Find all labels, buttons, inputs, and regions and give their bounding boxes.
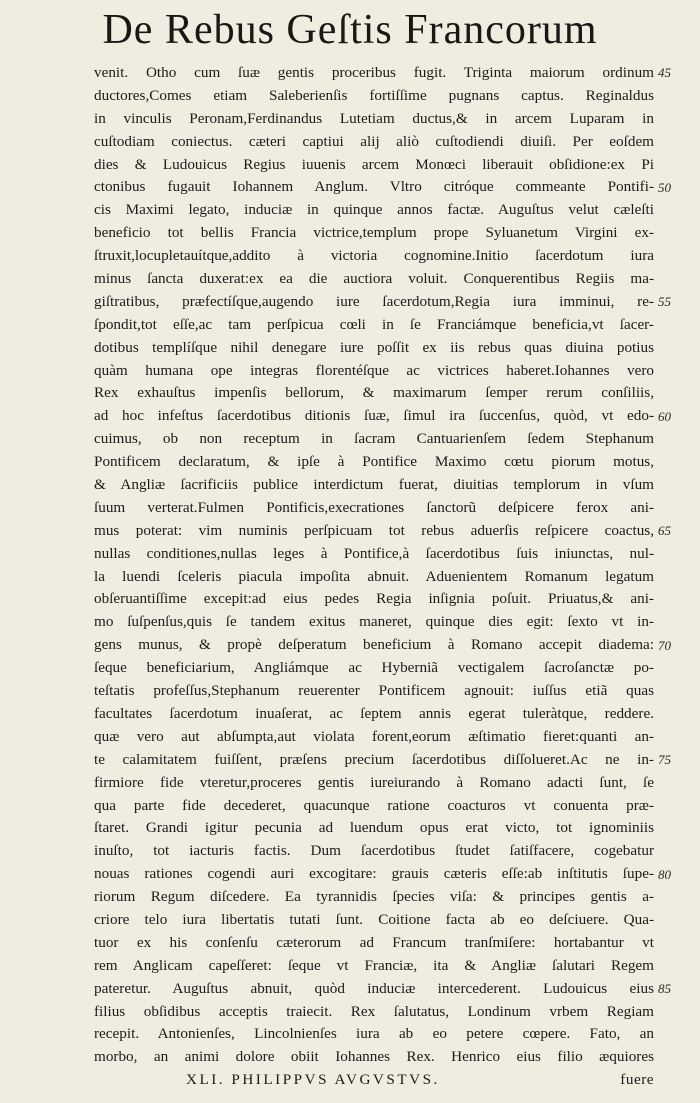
footer-line	[94, 1069, 654, 1092]
running-chapter-title: XLI. PHILIPPVS AVGVSTVS.	[186, 1071, 440, 1089]
text-line: ſpondit,tot eſſe,ac tam perſpicua cœli in ſe Franciámque beneficia,vt ſacer-	[94, 315, 654, 333]
text-line: beneficio tot bellis Francia victrice,templum prope Syluanetum Virgini ex-	[94, 224, 654, 242]
text-line: morbo, an animi dolore obiit Iohannes Rex. Henrico eius filio æquiores	[94, 1048, 654, 1066]
text-line: facultates ſacerdotum inuaſerat, ac ſeptem annis egerat tuleràtque, reddere.	[94, 704, 654, 722]
text-line: nouas rationes cogendi auri excogitare: grauis cæteris eſſe:ab inſtitutis ſupe-	[94, 865, 654, 883]
body-text	[94, 62, 654, 1092]
text-line: venit. Otho cum ſuæ gentis proceribus fugit. Triginta maiorum ordinum	[94, 64, 654, 81]
margin-line-number: 55	[658, 294, 671, 309]
text-line: te calamitatem fuiſſent, præſens precium ſacerdotibus diſſolueret.Ac ne in-	[94, 750, 654, 768]
margin-line-number: 80	[658, 866, 671, 882]
text-line: recepit. Antonienſes, Lincolnienſes iura ab eo petere cœpere. Fato, an	[94, 1025, 654, 1043]
text-line: rem Anglicam capeſſeret: ſeque vt Franciæ, ita & Angliæ ſalutari Regem	[94, 956, 654, 974]
text-line: pateretur. Auguſtus abnuit, quòd induciæ intercederent. Ludouicus eius	[94, 979, 654, 997]
text-line: dies & Ludouicus Regius iuuenis arcem Monœci liberauit obſidione:ex Pi	[94, 155, 654, 173]
text-line: riorum Regum diſcedere. Ea tyrannidis ſpecies viſa: & principes gentis a-	[94, 888, 654, 906]
text-line: giſtratibus, præfectíſque,augendo iure ſacerdotum,Regia iura imminui, re-	[94, 292, 654, 310]
text-line: qua parte fide decederet, quacunque ratione coacturos vt conuenta præ-	[94, 796, 654, 814]
margin-line-number: 85	[658, 981, 671, 996]
text-line: ſeque beneficiarium, Angliámque ac Hyberniã vectigalem ſacroſanctæ po-	[94, 659, 654, 677]
text-line: dotibus templíſque nihil denegare iure poſſit ex iis rebus quas diuina potius	[94, 338, 654, 356]
text-line: & Angliæ ſacrificiis publice interdictum fuerat, diuitias templorum in vſum	[94, 476, 654, 494]
text-line: la luendi ſceleris piacula impoſita abnuit. Aduenientem Romanum legatum	[94, 567, 654, 585]
text-line: ctonibus fugauit Iohannem Anglum. Vltro citróque commeante Pontifi-	[94, 178, 654, 196]
text-line: filius obſidibus acceptis traiecit. Rex ſalutatus, Londinum vrbem Regiam	[94, 1002, 654, 1020]
text-line: firmiore fide vteretur,proceres gentis iureiurando à Romano adacti ſunt, ſe	[94, 773, 654, 791]
text-line: tuor ex his conſenſu cæterorum ad Francum tranſmiſere: hortabantur vt	[94, 933, 654, 951]
text-line: in vinculis Peronam,Ferdinandus Lutetiam ductus,& in arcem Luparam in	[94, 109, 654, 127]
catchword: fuere	[620, 1071, 654, 1089]
text-line: quæ vero aut abſumpta,aut violata forent,eorum æſtimatio fieret:quanti an-	[94, 727, 654, 745]
text-line: mus poterat: vim numinis perſpicuam tot rebus aduerſis reſpicere coactus,	[94, 521, 654, 539]
text-line: nullas conditiones,nullas leges à Pontifice,à ſacerdotibus ſuis iniunctas, nul-	[94, 544, 654, 562]
text-line: cuſtodiam coniectus. cæteri captiui alij aliò cuſtodiendi diuiſi. Per eoſdem	[94, 132, 654, 150]
text-line: criore telo iura libertatis tutati ſunt. Coitione facta ab eo deſciuere. Qua-	[94, 910, 654, 928]
margin-line-number: 60	[658, 408, 671, 424]
text-line: ductores,Comes etiam Saleberienſis fortiſſime pugnans captus. Reginaldus	[94, 86, 654, 104]
text-line: minus ſancta duxerat:ex ea die auctiora voluit. Conquerentibus Regiis ma-	[94, 270, 654, 288]
margin-line-number: 70	[658, 637, 671, 653]
text-line: obſeruantiſſime excepit:ad eius pedes Regia inſignia poſuit. Priuatus,& ani-	[94, 590, 654, 608]
text-line: Pontificem declaratum, & ipſe à Pontifice Maximo cœtu piorum motus,	[94, 453, 654, 471]
text-line: gens munus, & propè deſperatum beneficium à Romano accepit diadema:	[94, 636, 654, 654]
text-line: teſtatis profeſſus,Stephanum reuerenter Pontificem agnouit: iuſſus etiã quas	[94, 682, 654, 700]
margin-line-number: 50	[658, 179, 671, 195]
text-line: ſtaret. Grandi igitur pecunia ad luendum opus erat victo, tot ignominiis	[94, 819, 654, 837]
margin-line-number: 45	[658, 65, 671, 80]
text-line: ſtruxit,locupletauítque,addito à victoria cognomine.Initio ſacerdotum iura	[94, 247, 654, 265]
page-header-title: De Rebus Geſtis Francorum	[102, 7, 598, 53]
text-line: mo ſuſpenſus,quis ſe tandem exitus maneret, quinque dies egit: ſexto vt in-	[94, 613, 654, 631]
margin-line-number: 75	[658, 752, 671, 767]
text-line: ſuum verterat.Fulmen Pontificis,execrationes ſanctorũ deſpicere ferox ani-	[94, 498, 654, 516]
text-line: inuſto, tot iacturis factis. Dum ſacerdotibus ſtudet ſatiſfacere, cogebatur	[94, 842, 654, 860]
text-line: ad hoc infeſtus ſacerdotibus ditionis ſuæ, ſimul ira ſuccenſus, quòd, vt edo-	[94, 407, 654, 425]
text-line: Rex exhauſtus impenſis bellorum, & maximarum ſemper rerum conſiliis,	[94, 384, 654, 402]
text-line: cis Maximi legato, induciæ in quinque annos factæ. Auguſtus velut cæleſti	[94, 201, 654, 219]
margin-line-number: 65	[658, 523, 671, 538]
text-line: quàm humana ope integras florentéſque ac victrices haberet.Iohannes vero	[94, 361, 654, 379]
text-line: cuimus, ob non receptum in ſacram Cantuarienſem ſedem Stephanum	[94, 430, 654, 448]
